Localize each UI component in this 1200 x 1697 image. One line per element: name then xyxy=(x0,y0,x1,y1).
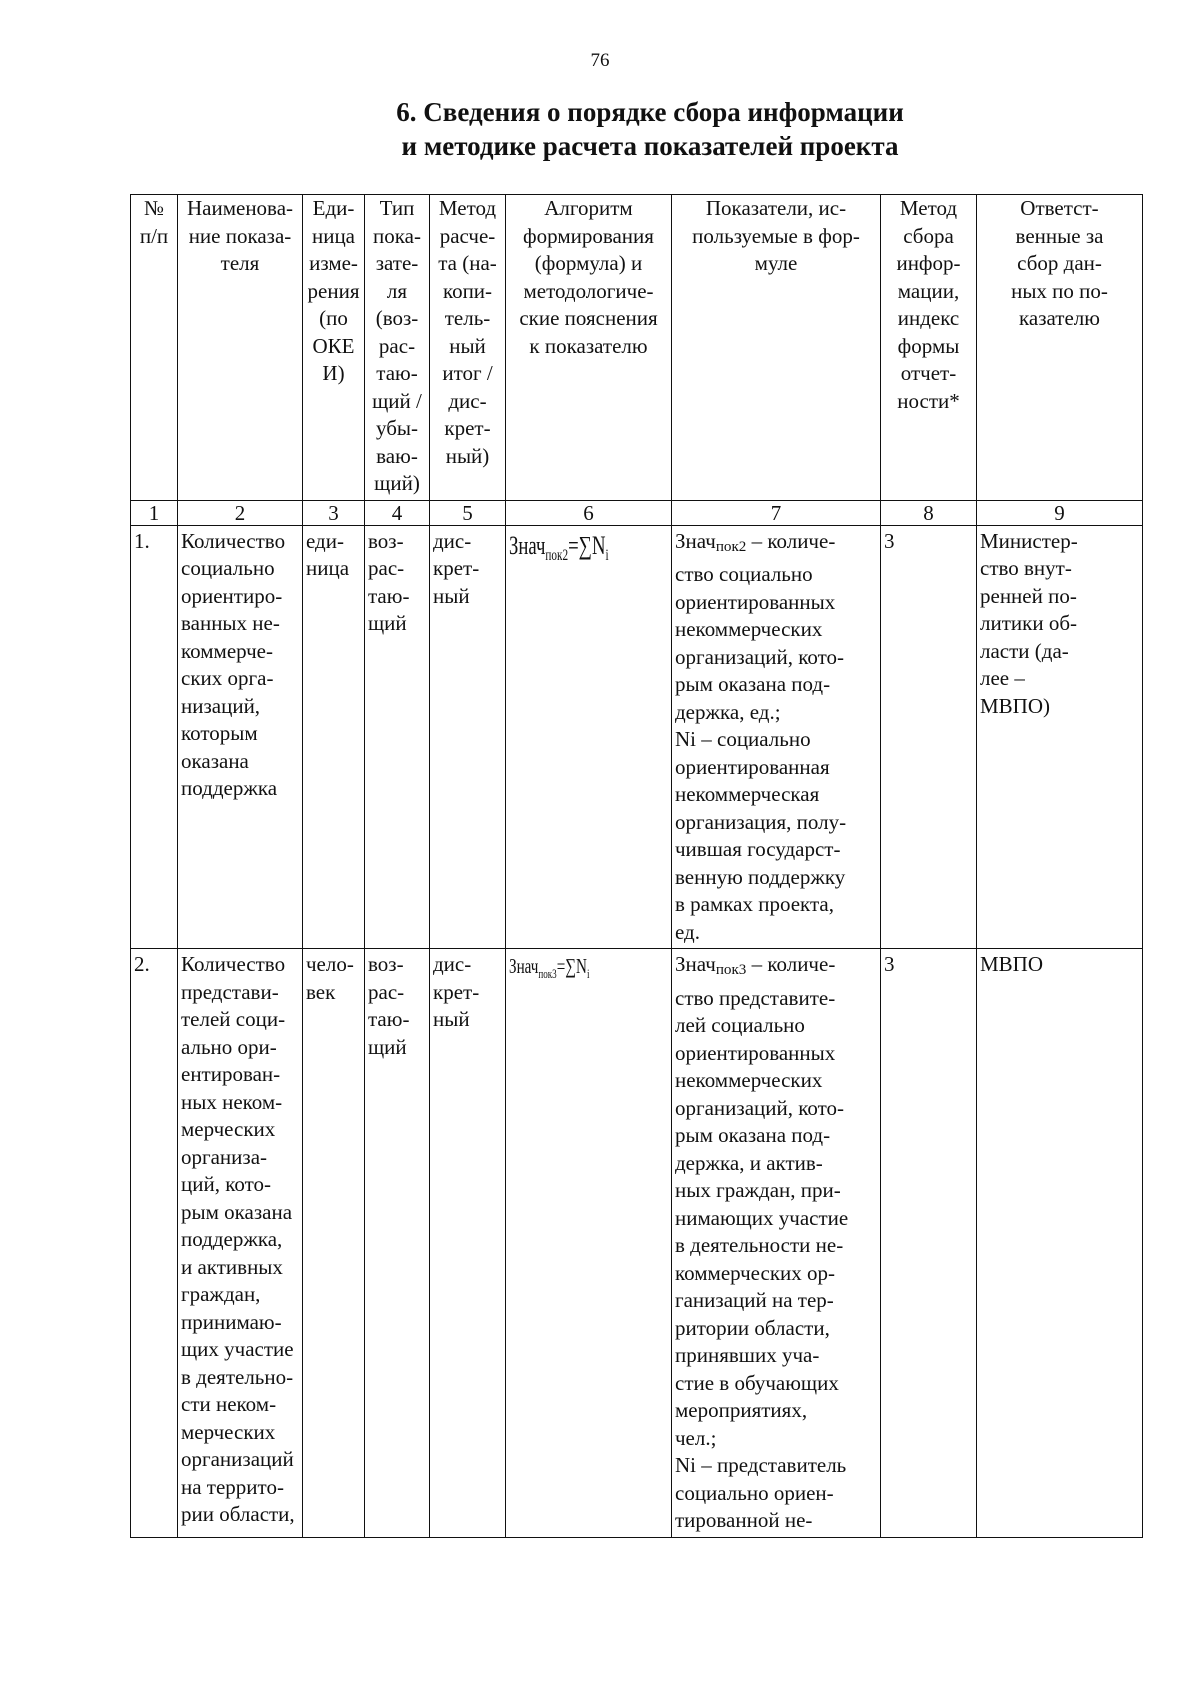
variable-definition-line: Ni – представитель xyxy=(675,1453,847,1477)
header-text-line: ный) xyxy=(445,443,490,468)
header-text-line: Метод xyxy=(899,196,958,220)
variable-definition-line: венную поддержку xyxy=(675,864,846,889)
header-text xyxy=(181,195,299,278)
unit-cell xyxy=(303,949,365,1538)
variable-definition-line: держка, и актив- xyxy=(675,1150,823,1175)
indicator-name-line: рым оказана xyxy=(181,1199,293,1224)
responsible-line: МВПО) xyxy=(980,693,1051,718)
header-text-line: ных по по- xyxy=(1011,278,1108,303)
variable-subscript: пок3 xyxy=(715,962,747,978)
header-text-line: (формула) и xyxy=(534,251,643,275)
header-text-line: рения xyxy=(307,278,360,303)
header-cell xyxy=(303,195,365,501)
header-text-line: ный xyxy=(449,333,486,358)
column-number-cell: 1 xyxy=(131,500,178,525)
header-text-line: итог / xyxy=(442,361,493,385)
indicator-name-line: ских орга- xyxy=(181,666,274,690)
variable-definition-line: ориентированная xyxy=(675,754,830,779)
section-title xyxy=(0,95,1200,163)
calc-method xyxy=(433,528,502,611)
header-text xyxy=(980,195,1139,333)
variable-definition-line: в рамках проекта, xyxy=(675,892,834,916)
header-text-line: к показателю xyxy=(529,333,648,358)
indicator-name-line: которым xyxy=(181,721,258,745)
variable-definition-line: ганизаций на тер- xyxy=(675,1288,834,1312)
column-number-cell: 8 xyxy=(881,500,977,525)
indicator-name-cell xyxy=(178,525,303,949)
variable-term: Знач xyxy=(675,528,716,553)
indicator-type-line: рас- xyxy=(368,556,405,580)
header-cell xyxy=(881,195,977,501)
header-text-line: убы- xyxy=(375,416,418,440)
header-text xyxy=(306,195,361,388)
indicator-name-line: оказана xyxy=(181,748,249,773)
collection-method-cell: 3 xyxy=(881,525,977,949)
header-text-line: тель- xyxy=(444,306,491,330)
variable-definition-line: некоммерческая xyxy=(675,782,820,806)
column-number-cell: 3 xyxy=(303,500,365,525)
header-cell xyxy=(506,195,672,501)
formula-variables-cell xyxy=(672,949,881,1538)
header-cell xyxy=(977,195,1143,501)
formula xyxy=(509,532,623,570)
unit-cell xyxy=(303,525,365,949)
formula xyxy=(509,953,623,989)
column-number-cell: 7 xyxy=(672,500,881,525)
variable-definitions xyxy=(675,561,877,946)
indicator-type-line: таю- xyxy=(368,1007,410,1031)
column-number-cell: 6 xyxy=(506,500,672,525)
header-cell xyxy=(430,195,506,501)
indicator-name-line: рии области, xyxy=(181,1502,295,1526)
header-text-line: венные за xyxy=(1015,223,1104,248)
formula-cell xyxy=(506,949,672,1538)
header-text-line: формирования xyxy=(523,223,654,248)
unit-line: ница xyxy=(306,556,350,580)
variable-definition-line: организация, полу- xyxy=(675,809,847,834)
indicator-type-line: воз- xyxy=(368,952,404,976)
responsible-line: МВПО xyxy=(980,952,1044,976)
unit-line: чело- xyxy=(306,952,354,976)
header-text-line: та (на- xyxy=(438,251,497,275)
header-cell xyxy=(178,195,303,501)
header-text-line: сбора xyxy=(903,223,954,248)
calc-method-line: ный xyxy=(433,583,470,608)
header-text-line: ница xyxy=(311,223,356,248)
calc-method-cell xyxy=(430,525,506,949)
formula-lhs: Знач xyxy=(509,530,546,560)
header-text-line: щий / xyxy=(372,388,422,413)
variable-term: Знач xyxy=(675,952,716,976)
indicator-name-line: организаций xyxy=(181,1447,294,1471)
header-text-line: пользуемые в фор- xyxy=(692,223,860,248)
variable-definition-line: принявших уча- xyxy=(675,1343,820,1367)
column-number-cell: 4 xyxy=(365,500,430,525)
collection-method-cell: 3 xyxy=(881,949,977,1538)
variable-definition-line: ритории области, xyxy=(675,1315,830,1340)
header-text-line: формы xyxy=(897,333,960,358)
unit xyxy=(306,528,361,583)
indicator-name-line: ных неком- xyxy=(181,1089,283,1114)
column-number-cell: 5 xyxy=(430,500,506,525)
responsible-line: ренней по- xyxy=(980,583,1077,608)
header-text-line: ОКЕ xyxy=(312,333,355,358)
header-text-line: № xyxy=(143,196,165,220)
indicator-type xyxy=(368,528,426,638)
formula-sum: =∑N xyxy=(556,954,587,978)
header-text-line: ля xyxy=(386,278,408,303)
indicator-name-line: на террито- xyxy=(181,1474,284,1499)
table-row xyxy=(131,949,1143,1538)
unit-line: век xyxy=(306,979,336,1004)
indicator-name xyxy=(181,951,299,1529)
indicator-type-line: щий xyxy=(368,611,407,635)
indicator-name-line: мерческих xyxy=(181,1117,276,1141)
column-number-row xyxy=(131,500,1143,525)
header-text-line: Наименова- xyxy=(186,196,294,220)
variable-definitions xyxy=(675,985,877,1535)
header-text-line: таю- xyxy=(376,361,418,385)
page-number: 76 xyxy=(590,50,610,71)
formula-index: i xyxy=(605,546,609,564)
title-line-1: 6. Сведения о порядке сбора информации xyxy=(396,97,904,127)
responsible-line: литики об- xyxy=(980,611,1078,635)
indicator-type xyxy=(368,951,426,1061)
header-text xyxy=(368,195,426,498)
variable-definition-line: чившая государст- xyxy=(675,837,841,861)
indicator-name-line: принимаю- xyxy=(181,1309,282,1334)
variable-definition-line: ориентированных xyxy=(675,589,836,614)
indicator-name-line: Количество xyxy=(181,528,286,553)
indicator-name-line: ориентиро- xyxy=(181,583,283,608)
indicator-name-line: Количество xyxy=(181,952,286,976)
indicator-name-line: и активных xyxy=(181,1254,283,1279)
header-text-line: ские пояснения xyxy=(519,306,658,330)
row-number-cell: 1. xyxy=(131,525,178,949)
formula-cell xyxy=(506,525,672,949)
header-text-line: дис- xyxy=(448,388,487,413)
variable-definition-line: Ni – социально xyxy=(675,727,811,751)
indicator-type-cell xyxy=(365,949,430,1538)
variable-subscript: пок2 xyxy=(715,538,747,555)
indicator-name-line: низаций, xyxy=(181,693,261,718)
indicator-type-line: рас- xyxy=(368,979,405,1004)
variable-definition-line: нимающих участие xyxy=(675,1205,849,1230)
indicator-type-line: щий xyxy=(368,1034,407,1059)
table-body xyxy=(131,195,1143,1538)
header-text-line: крет- xyxy=(444,416,491,440)
calc-method-line: ный xyxy=(433,1007,470,1031)
header-text-line: щий) xyxy=(374,471,420,495)
variable-definition-line: ориентированных xyxy=(675,1040,836,1065)
header-cell xyxy=(131,195,178,501)
header-text-line: расче- xyxy=(439,223,496,248)
calc-method xyxy=(433,951,502,1034)
variable-definition-line: некоммерческих xyxy=(675,617,823,641)
formula-index: i xyxy=(586,967,590,982)
variable-definition-line: коммерческих ор- xyxy=(675,1260,836,1285)
header-text-line: Показатели, ис- xyxy=(705,196,847,220)
variable-definition-text: – количе- xyxy=(746,528,836,553)
variable-definition-lead xyxy=(675,528,877,562)
header-text-line: зате- xyxy=(375,251,419,275)
indicator-name-line: граждан, xyxy=(181,1282,261,1306)
variable-definition-line: ство социально xyxy=(675,562,813,586)
header-text-line: теля xyxy=(220,251,260,275)
header-text-line: казателю xyxy=(1019,306,1100,330)
indicator-name-line: ально ори- xyxy=(181,1034,277,1059)
variable-definition-line: стие в обучающих xyxy=(675,1370,839,1395)
indicator-name-line: представи- xyxy=(181,979,279,1004)
header-text xyxy=(675,195,877,278)
indicator-type-line: воз- xyxy=(368,528,404,553)
column-number-cell: 2 xyxy=(178,500,303,525)
indicator-name-line: в деятельно- xyxy=(181,1364,294,1389)
indicator-type-cell xyxy=(365,525,430,949)
responsible-cell xyxy=(977,525,1143,949)
indicator-name-line: коммерче- xyxy=(181,638,273,663)
responsible-line: ство внут- xyxy=(980,556,1072,580)
header-text-line: мации, xyxy=(897,278,960,303)
calc-method-cell xyxy=(430,949,506,1538)
indicator-name xyxy=(181,528,299,803)
header-text-line: сбор дан- xyxy=(1017,251,1102,275)
indicator-name-line: ентирован- xyxy=(181,1062,281,1086)
variable-definition-line: социально ориен- xyxy=(675,1480,834,1505)
variable-definition-line: чел.; xyxy=(675,1425,717,1450)
header-text-line: муле xyxy=(754,251,798,275)
variable-definition-line: организаций, кото- xyxy=(675,644,844,669)
indicator-name-line: щих участие xyxy=(181,1337,294,1361)
header-text-line: индекс xyxy=(897,306,960,330)
unit-line: еди- xyxy=(306,528,344,553)
header-text-line: методологиче- xyxy=(523,278,654,303)
header-text xyxy=(509,195,668,360)
header-cell xyxy=(672,195,881,501)
variable-definition-line: мероприятиях, xyxy=(675,1398,808,1422)
indicators-table xyxy=(130,194,1143,1538)
formula-subscript: пок3 xyxy=(538,967,557,982)
indicator-name-line: ций, кото- xyxy=(181,1172,271,1196)
indicator-type-line: таю- xyxy=(368,583,410,608)
variable-definition-line: в деятельности не- xyxy=(675,1233,844,1257)
header-text-line: И) xyxy=(322,361,345,385)
indicator-name-line: организа- xyxy=(181,1144,268,1169)
header-text xyxy=(134,195,174,250)
variable-definition-line: рым оказана под- xyxy=(675,1123,831,1147)
responsible xyxy=(980,528,1139,721)
column-number-cell: 9 xyxy=(977,500,1143,525)
header-text-line: Тип xyxy=(379,196,415,220)
header-text-line: Алгоритм xyxy=(544,196,633,220)
header-text-line: копи- xyxy=(442,278,493,303)
indicator-name-line: мерческих xyxy=(181,1419,276,1444)
header-text-line: Метод xyxy=(438,196,497,220)
calc-method-line: дис- xyxy=(433,528,472,553)
variable-definition-line: ных граждан, при- xyxy=(675,1178,841,1202)
responsible-cell xyxy=(977,949,1143,1538)
variable-definition-line: лей социально xyxy=(675,1013,805,1037)
indicator-name-line: сти неком- xyxy=(181,1392,277,1416)
header-text-line: отчет- xyxy=(900,361,957,385)
header-text-line: ваю- xyxy=(376,443,418,468)
header-text-line: рас- xyxy=(378,333,416,358)
header-text-line: (воз- xyxy=(375,306,419,330)
calc-method-line: крет- xyxy=(433,979,480,1004)
formula-lhs: Знач xyxy=(509,954,539,978)
variable-definition-line: некоммерческих xyxy=(675,1068,823,1092)
indicator-name-line: телей соци- xyxy=(181,1007,286,1031)
header-text-line: инфор- xyxy=(896,251,961,275)
variable-definition-line: ед. xyxy=(675,919,700,944)
header-text-line: ние показа- xyxy=(188,223,292,248)
header-text-line: изме- xyxy=(309,251,358,275)
calc-method-line: крет- xyxy=(433,556,480,580)
header-text-line: Еди- xyxy=(312,196,355,220)
calc-method-line: дис- xyxy=(433,952,472,976)
responsible-line: лее – xyxy=(980,666,1025,690)
variable-definition-lead xyxy=(675,951,877,985)
indicator-name-line: ванных не- xyxy=(181,611,280,635)
row-number-cell: 2. xyxy=(131,949,178,1538)
variable-definition-text: – количе- xyxy=(746,952,836,976)
formula-variables-cell xyxy=(672,525,881,949)
indicator-name-cell xyxy=(178,949,303,1538)
variable-definition-line: организаций, кото- xyxy=(675,1095,844,1120)
indicator-name-line: социально xyxy=(181,556,275,580)
table-row xyxy=(131,525,1143,949)
header-cell xyxy=(365,195,430,501)
unit xyxy=(306,951,361,1006)
header-text-line: (по xyxy=(319,306,348,330)
header-text-line: Ответст- xyxy=(1020,196,1099,220)
header-text xyxy=(433,195,502,470)
header-text-line: ности* xyxy=(897,388,960,413)
header-row xyxy=(131,195,1143,501)
variable-definition-line: ство представите- xyxy=(675,985,836,1010)
variable-definition-line: держка, ед.; xyxy=(675,699,781,724)
indicator-name-line: поддержка, xyxy=(181,1227,283,1251)
responsible-line: Министер- xyxy=(980,528,1078,553)
responsible-line: ласти (да- xyxy=(980,638,1069,663)
header-text-line: пока- xyxy=(373,223,421,248)
header-text-line: п/п xyxy=(139,223,169,248)
variable-definition-line: тированной не- xyxy=(675,1508,813,1532)
header-text xyxy=(884,195,973,415)
title-line-2: и методике расчета показателей проекта xyxy=(401,131,899,161)
responsible xyxy=(980,951,1139,979)
formula-sum: =∑N xyxy=(568,530,606,560)
indicator-name-line: поддержка xyxy=(181,776,278,800)
formula-subscript: пок2 xyxy=(545,546,569,564)
variable-definition-line: рым оказана под- xyxy=(675,672,831,696)
